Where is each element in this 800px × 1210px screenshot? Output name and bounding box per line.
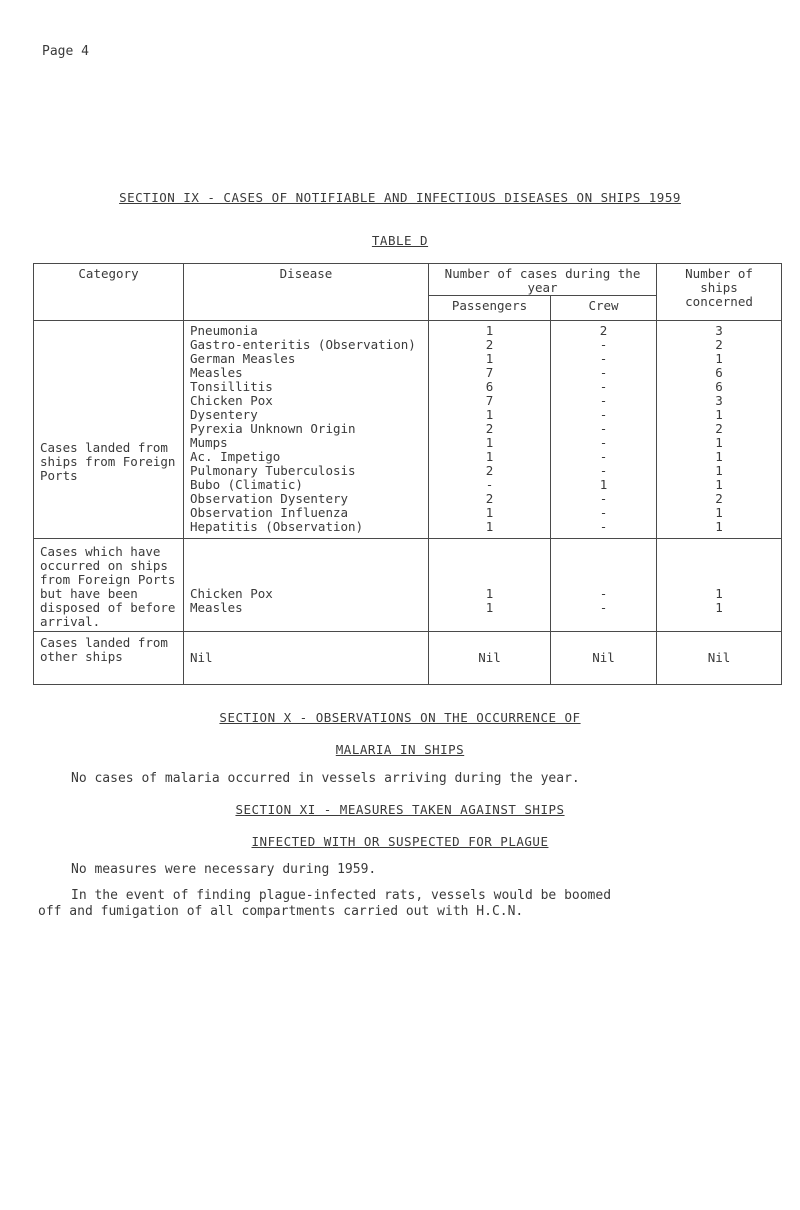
- ships-count: 1: [715, 435, 723, 450]
- malaria-statement: No cases of malaria occurred in vessels arriving during the year.: [71, 771, 580, 786]
- ships-count: 2: [715, 491, 723, 506]
- crew-count: -: [599, 600, 608, 615]
- crew-count: -: [599, 449, 608, 464]
- disease-name: Observation Dysentery: [190, 491, 349, 506]
- passenger-count: 2: [485, 463, 494, 478]
- crew-count: -: [599, 351, 608, 366]
- passenger-count: 7: [485, 365, 494, 380]
- crew-count: -: [599, 586, 608, 601]
- table-group-other-ships: [34, 632, 782, 685]
- table-group-foreign-ports: [34, 321, 782, 539]
- disease-name: Measles: [190, 600, 243, 615]
- ships-header: Number of ships concerned: [657, 264, 782, 321]
- crew-count: -: [599, 435, 608, 450]
- disease-name: Mumps: [190, 435, 228, 450]
- crew-count: -: [599, 393, 608, 408]
- passenger-count: 1: [485, 407, 494, 422]
- plague-procedure-line-1: In the event of finding plague-infected rats, vessels would be boomed: [71, 888, 612, 903]
- disease-name: Ac. Impetigo: [190, 449, 281, 464]
- disease-name: Bubo (Climatic): [190, 477, 303, 492]
- disease-name: Tonsillitis: [190, 379, 273, 394]
- disease-name: Chicken Pox: [190, 393, 273, 408]
- section-11-title: SECTION XI - MEASURES TAKEN AGAINST SHIPS: [235, 802, 565, 817]
- category-cell: Cases which have occurred on ships from Foreign Ports but have been disposed of before arrival.: [34, 539, 184, 632]
- disease-list: [184, 321, 429, 539]
- page-number: Page 4: [42, 44, 89, 59]
- section-10-subtitle: MALARIA IN SHIPS: [335, 742, 465, 757]
- cases-header: Number of cases during the year: [429, 264, 657, 296]
- crew-count: 2: [599, 323, 608, 338]
- ships-count: 1: [715, 505, 723, 520]
- crew-header: Crew: [551, 296, 657, 321]
- category-header: Category: [34, 264, 184, 321]
- crew-count: 1: [599, 477, 608, 492]
- disease-name: Hepatitis (Observation): [190, 519, 364, 534]
- ships-count: 1: [715, 351, 723, 366]
- ships-list: [657, 321, 782, 539]
- disease-header: Disease: [184, 264, 429, 321]
- disease-name: Pneumonia: [190, 323, 258, 338]
- ships-count: 1: [715, 407, 723, 422]
- measures-statement: No measures were necessary during 1959.: [71, 862, 377, 877]
- passenger-count: 1: [485, 323, 494, 338]
- disease-name: Pulmonary Tuberculosis: [190, 463, 356, 478]
- category-cell: Cases landed from ships from Foreign Ports: [34, 321, 184, 539]
- passenger-count: 1: [485, 435, 494, 450]
- passenger-count: 1: [485, 519, 494, 534]
- crew-list: [551, 321, 657, 539]
- ship-diseases-table: [33, 263, 782, 685]
- disease-name: Pyrexia Unknown Origin: [190, 421, 356, 436]
- ships-count: 3: [715, 323, 723, 338]
- passenger-count: 2: [485, 337, 494, 352]
- passenger-count: 1: [485, 505, 494, 520]
- crew-count: -: [599, 463, 608, 478]
- ships-list: [657, 539, 782, 632]
- disease-name: German Measles: [190, 351, 296, 366]
- ships-count: 6: [715, 379, 723, 394]
- disease-list: [184, 539, 429, 632]
- disease-name: Nil: [184, 632, 429, 685]
- table-title: TABLE D: [371, 233, 429, 248]
- ships-count: Nil: [657, 632, 782, 685]
- category-cell: Cases landed from other ships: [34, 632, 184, 685]
- crew-count: -: [599, 491, 608, 506]
- passenger-count: 2: [485, 421, 494, 436]
- ships-count: 2: [715, 421, 723, 436]
- ships-count: 1: [715, 449, 723, 464]
- passenger-count: 6: [485, 379, 494, 394]
- crew-count: -: [599, 365, 608, 380]
- crew-count: Nil: [551, 632, 657, 685]
- table-header-row: [34, 264, 782, 296]
- disease-name: Observation Influenza: [190, 505, 349, 520]
- ships-count: 1: [715, 600, 723, 615]
- crew-count: -: [599, 505, 608, 520]
- passenger-count: 1: [485, 586, 494, 601]
- passenger-count: -: [485, 477, 494, 492]
- passengers-header: Passengers: [429, 296, 551, 321]
- section-9-title: SECTION IX - CASES OF NOTIFIABLE AND INFECTIOUS DISEASES ON SHIPS 1959: [119, 190, 681, 205]
- passenger-count: 1: [485, 351, 494, 366]
- crew-list: [551, 539, 657, 632]
- crew-count: -: [599, 519, 608, 534]
- passenger-count: 1: [485, 449, 494, 464]
- ships-count: 1: [715, 477, 723, 492]
- crew-count: -: [599, 407, 608, 422]
- disease-name: Measles: [190, 365, 243, 380]
- crew-count: -: [599, 379, 608, 394]
- disease-name: Chicken Pox: [190, 586, 273, 601]
- plague-procedure-line-2: off and fumigation of all compartments carried out with H.C.N.: [38, 904, 524, 919]
- ships-count: 6: [715, 365, 723, 380]
- table-group-disposed-before-arrival: [34, 539, 782, 632]
- disease-name: Gastro-enteritis (Observation): [190, 337, 416, 352]
- ships-count: 2: [715, 337, 723, 352]
- crew-count: -: [599, 421, 608, 436]
- ships-count: 1: [715, 519, 723, 534]
- passenger-count: 7: [485, 393, 494, 408]
- section-10-title: SECTION X - OBSERVATIONS ON THE OCCURRENCE OF: [219, 710, 581, 725]
- ships-count: 3: [715, 393, 723, 408]
- passenger-count: 1: [485, 600, 494, 615]
- passenger-count: 2: [485, 491, 494, 506]
- ships-count: 1: [715, 586, 723, 601]
- passenger-count: Nil: [429, 632, 551, 685]
- ships-count: 1: [715, 463, 723, 478]
- passengers-list: [429, 321, 551, 539]
- section-11-subtitle: INFECTED WITH OR SUSPECTED FOR PLAGUE: [251, 834, 549, 849]
- passengers-list: [429, 539, 551, 632]
- disease-name: Dysentery: [190, 407, 258, 422]
- crew-count: -: [599, 337, 608, 352]
